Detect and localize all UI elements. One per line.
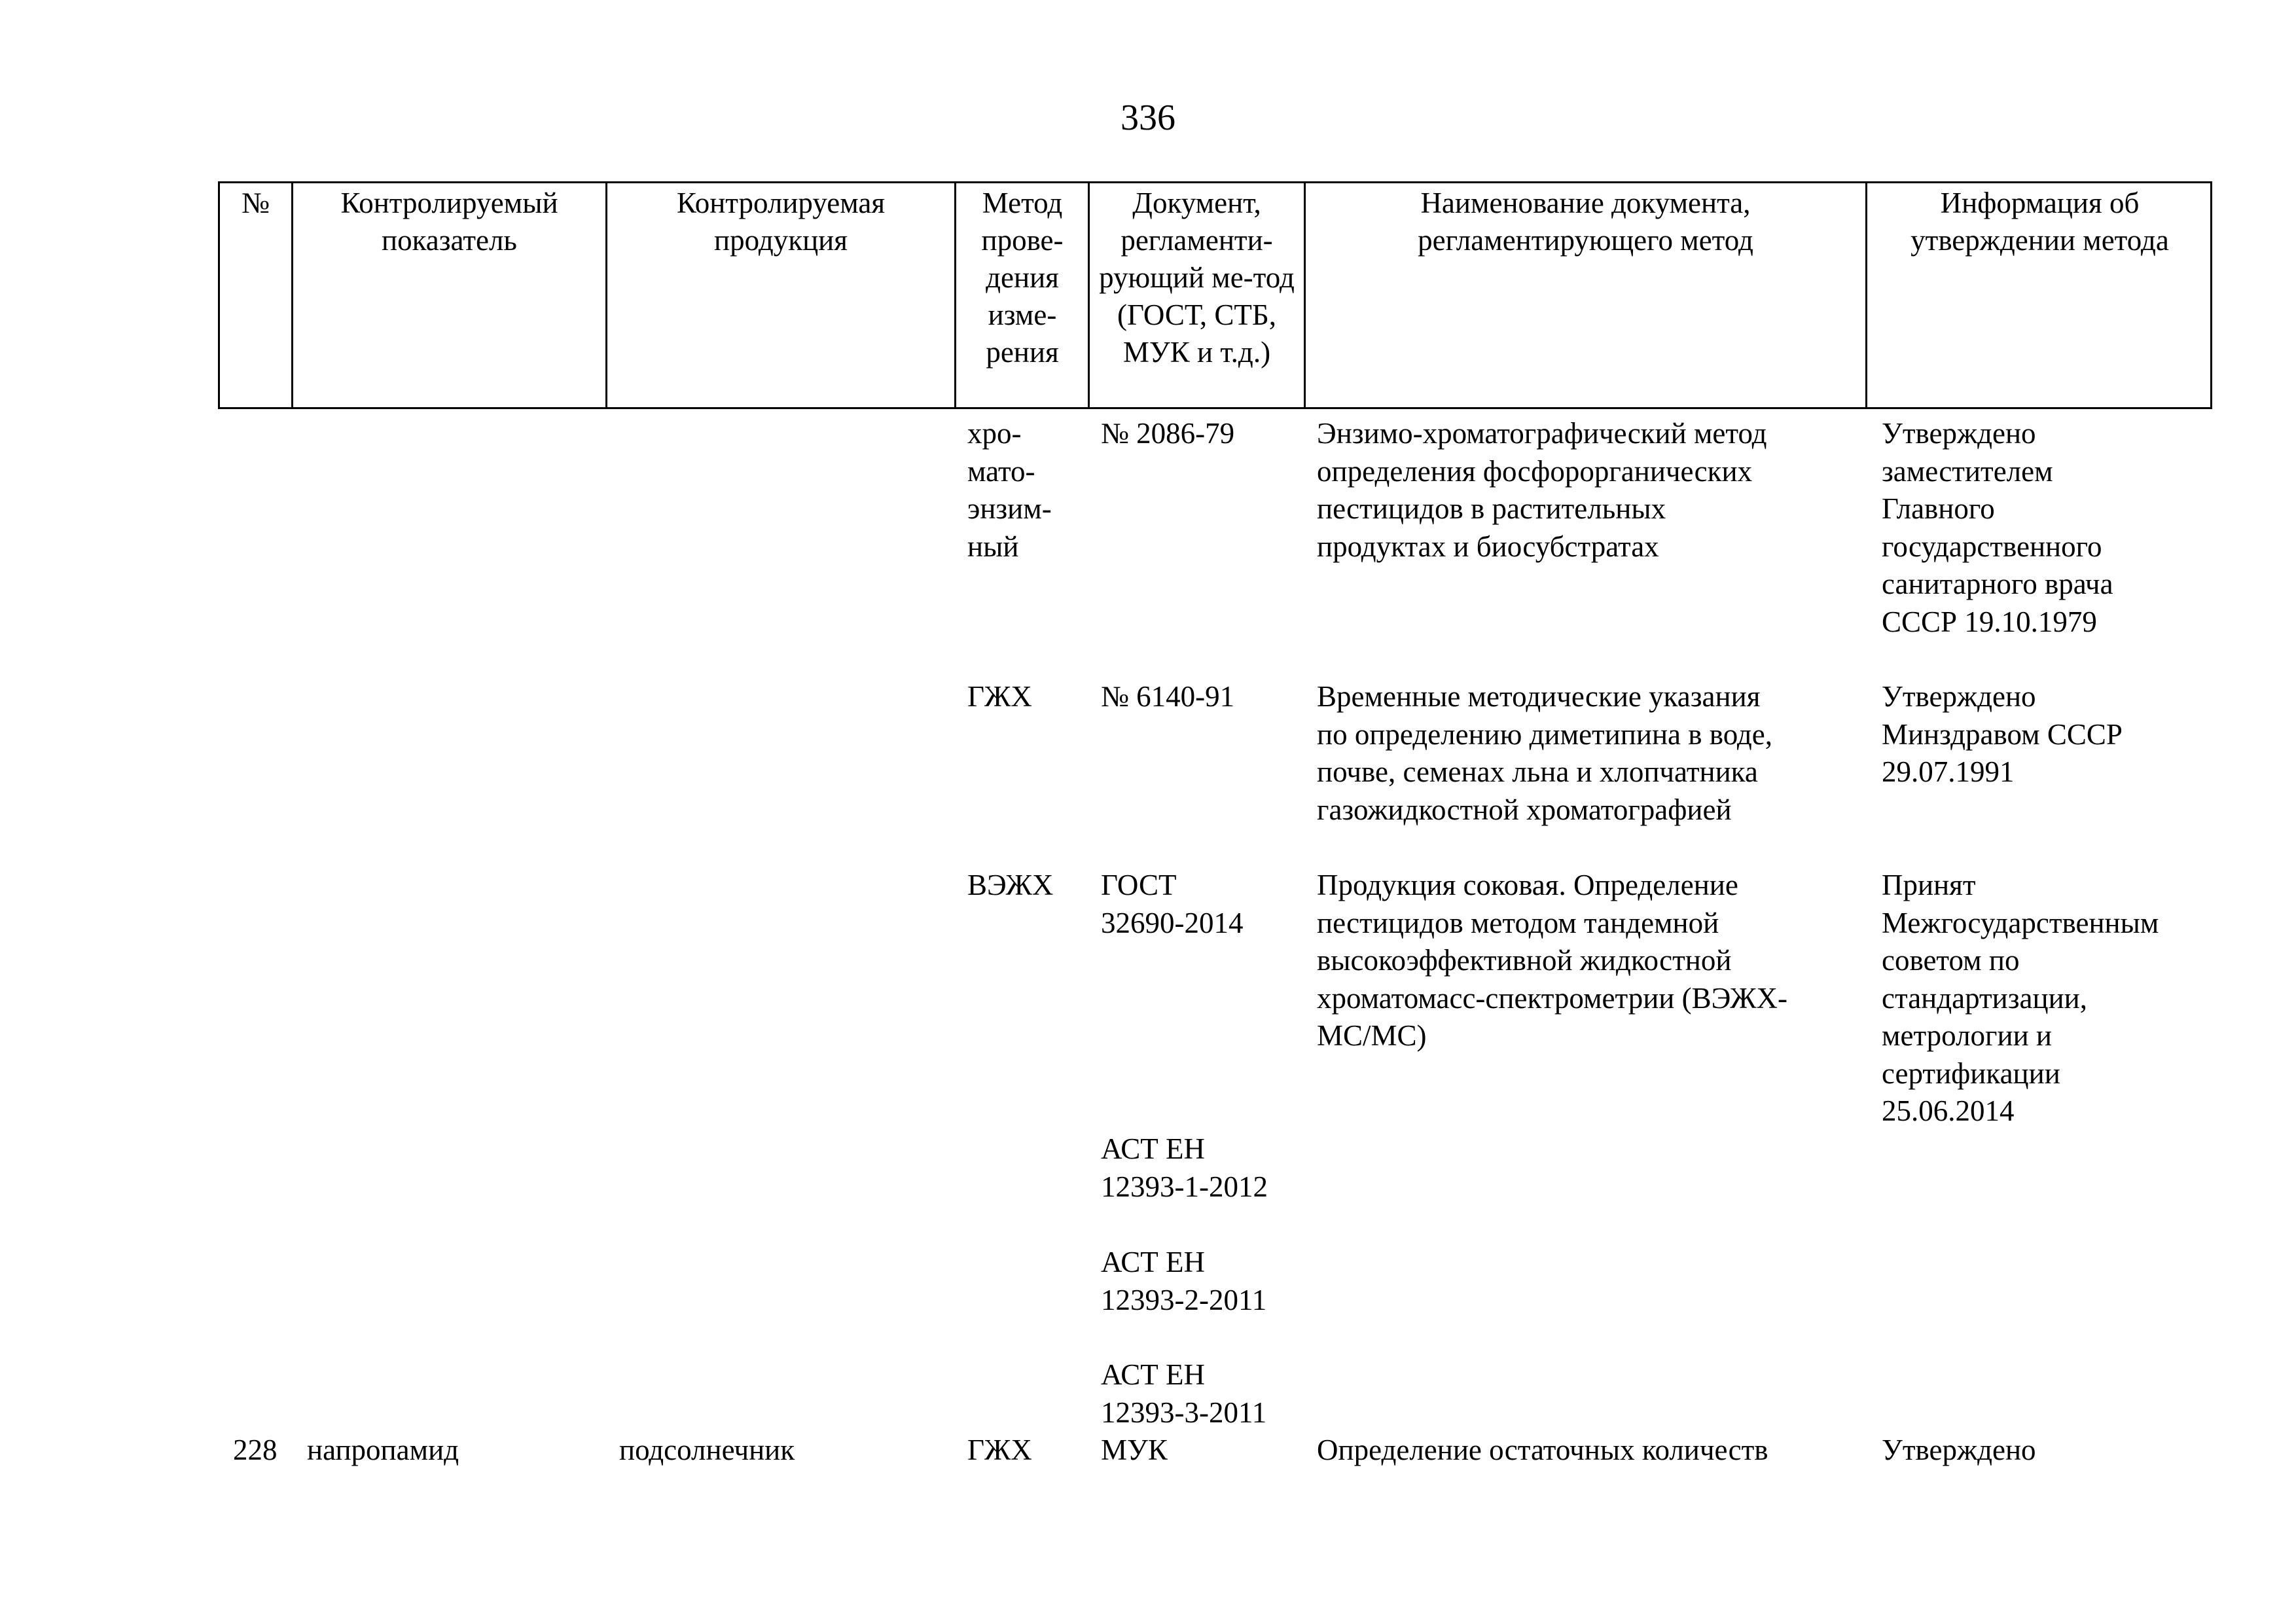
row-document: МУК [1101,1434,1168,1466]
header-method: Метод прове-дения изме-рения [981,187,1064,369]
row-document: № 2086-79 [1101,417,1235,450]
header-approval: Информация об утверждении метода [1910,187,2169,257]
header-document-name: Наименование документа, регламентирующего метод [1418,187,1753,257]
header-document: Документ, регламенти-рующий ме-тод (ГОСТ, СТБ, МУК и т.д.) [1099,187,1295,369]
row-product: подсолнечник [619,1434,795,1466]
row-method: ГЖХ [967,680,1032,713]
header-product: Контролируемая продукция [676,187,886,257]
row-document: ГОСТ 32690-2014 [1101,869,1244,939]
column-divider [954,183,956,407]
row-approval: Утверждено [1882,1434,2036,1466]
row-indicator: напропамид [307,1434,459,1466]
row-method: хро- мато- энзим- ный [967,417,1052,563]
row-document-name: Определение остаточных количеств [1317,1434,1768,1466]
row-document: АСТ ЕН 12393-1-2012 [1101,1132,1268,1203]
row-document-name: Энзимо-хроматографический метод определения фосфорорганических пестицидов в растительных продуктах и биосубстратах [1317,417,1767,563]
row-document: АСТ ЕН 12393-3-2011 [1101,1358,1267,1429]
row-document: АСТ ЕН 12393-2-2011 [1101,1246,1267,1316]
table-header [218,181,2212,409]
row-document-name: Временные методические указания по определению диметипина в воде, почве, семенах льна и хлопчатника газожидкостной хроматографией [1317,680,1773,826]
row-method: ВЭЖХ [967,869,1054,901]
row-number: 228 [233,1434,278,1466]
page-number: 336 [1121,98,1175,138]
row-approval: Принят Межгосударственным советом по стандартизации, метрологии и сертификации 25.06.2014 [1882,869,2159,1127]
header-indicator: Контролируемый показатель [340,187,558,257]
row-document-name: Продукция соковая. Определение пестицидов методом тандемной высокоэффективной жидкостной хроматомасс-спектрометрии (ВЭЖХ- МС/МС) [1317,869,1788,1052]
header-number: № [242,187,270,219]
row-approval: Утверждено Минздравом СССР 29.07.1991 [1882,680,2123,788]
row-document: № 6140-91 [1101,680,1235,713]
row-method: ГЖХ [967,1434,1032,1466]
row-approval: Утверждено заместителем Главного государственного санитарного врача СССР 19.10.1979 [1882,417,2113,638]
